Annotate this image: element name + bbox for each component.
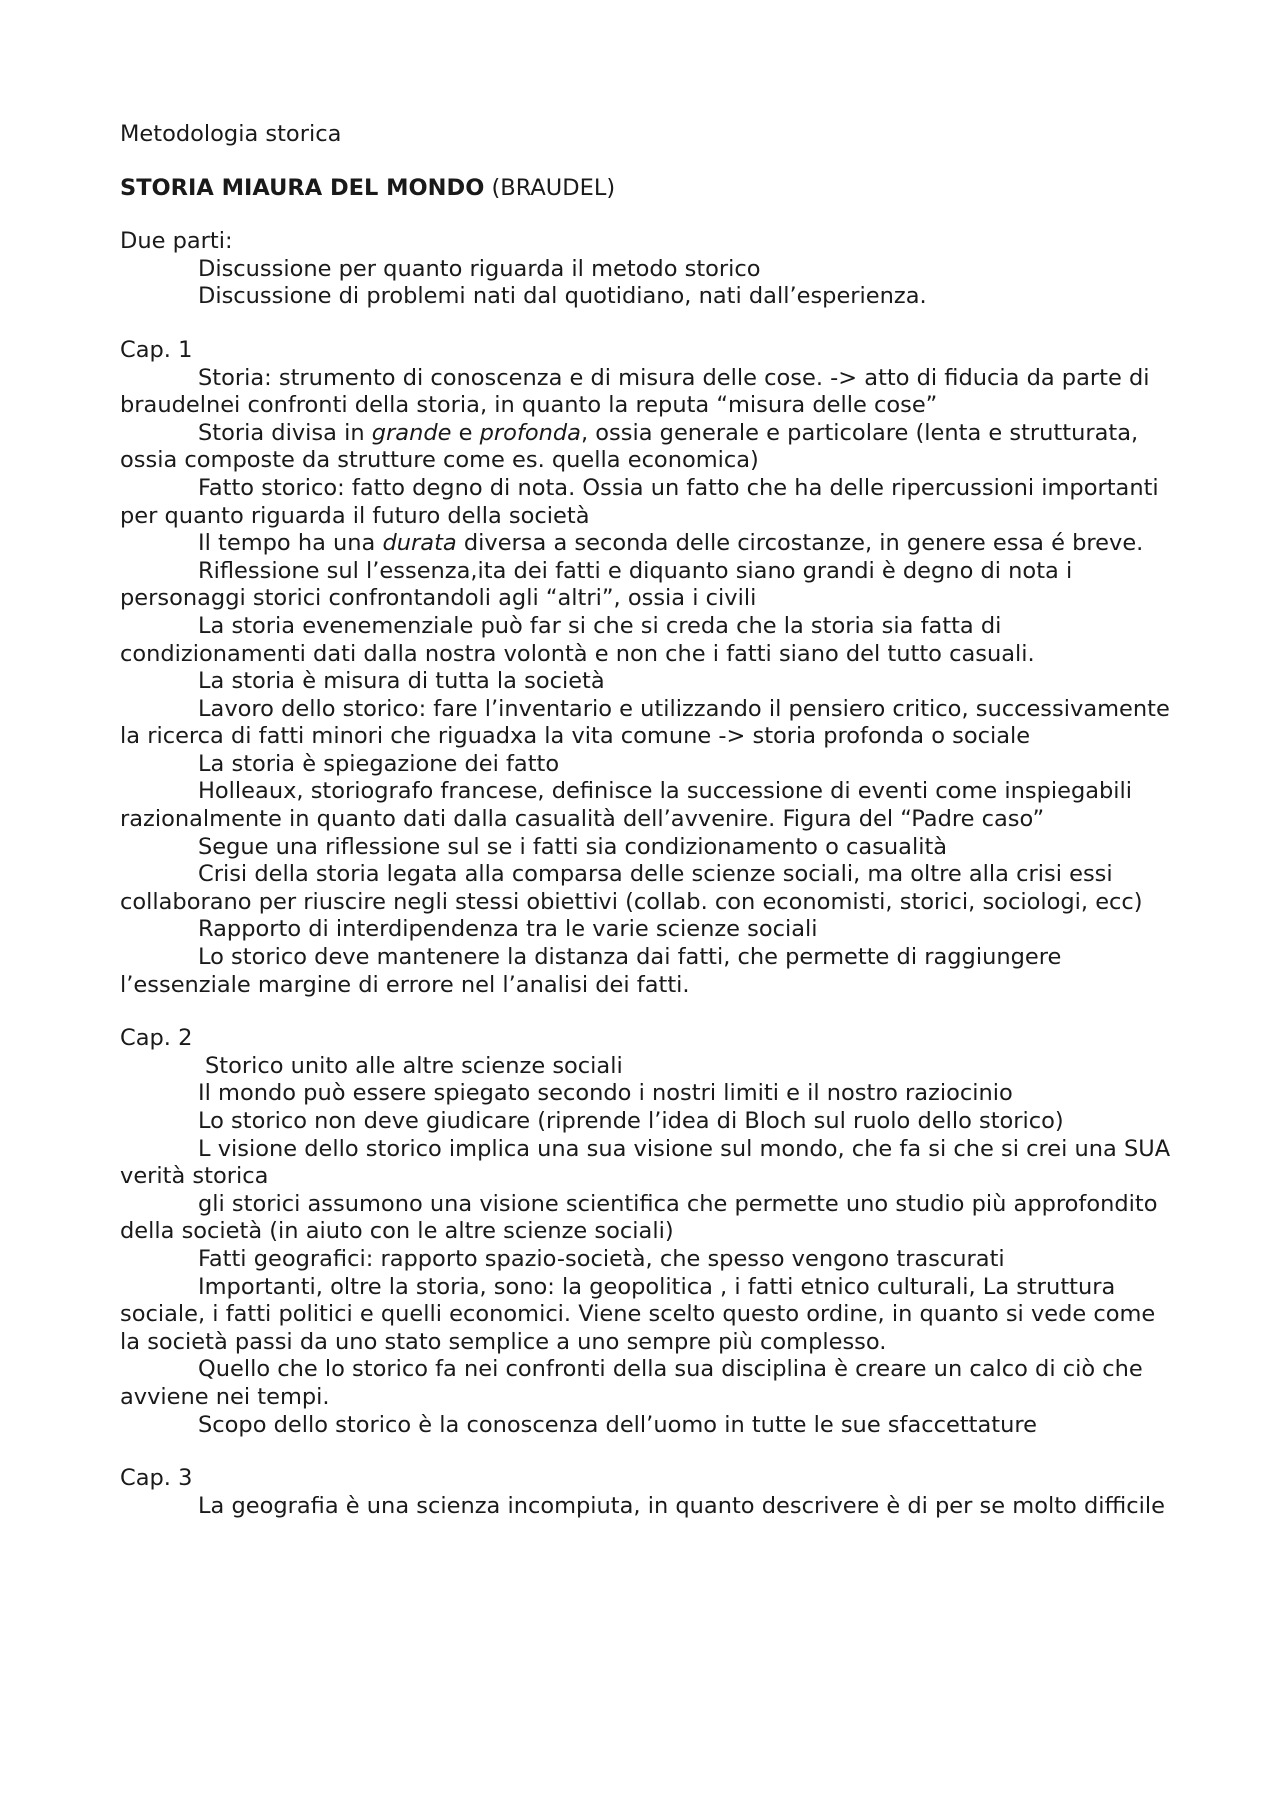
heading-author: (BRAUDEL) bbox=[484, 174, 616, 201]
chapter-1-paragraph: Crisi della storia legata alla comparsa delle scienze sociali, ma oltre alla crisi essi collaborano per riuscire negli stessi obiettivi (collab. con economisti, storici, sociologi, ecc) bbox=[120, 861, 1143, 915]
heading-bold: STORIA MIAURA DEL MONDO bbox=[120, 174, 485, 201]
text-span: Storia divisa in bbox=[198, 419, 372, 446]
chapter-1-paragraph: La storia è misura di tutta la società bbox=[198, 668, 605, 695]
italic-span: durata bbox=[382, 530, 457, 557]
italic-span: grande bbox=[371, 419, 452, 446]
text-span: , ossia generale e particolare (lenta e strutturata, ossia composte da strutture come es. quella economica) bbox=[120, 419, 1139, 474]
italic-span: profonda bbox=[479, 419, 581, 446]
chapter-3-label: Cap. 3 bbox=[120, 1465, 193, 1492]
intro-item: Discussione di problemi nati dal quotidiano, nati dall’esperienza. bbox=[198, 283, 927, 310]
chapter-1-paragraph: Segue una riflessione sul se i fatti sia condizionamento o casualità bbox=[198, 833, 948, 860]
chapter-1-paragraph: Fatto storico: fatto degno di nota. Ossia un fatto che ha delle ripercussioni importanti per quanto riguarda il futuro della società bbox=[120, 474, 1159, 529]
document-body bbox=[120, 121, 1180, 1520]
chapter-2-paragraph: L visione dello storico implica una sua visione sul mondo, che fa si che si crei una SUA verità storica bbox=[120, 1135, 1171, 1190]
intro-label: Due parti: bbox=[120, 228, 233, 255]
chapter-1-paragraph bbox=[120, 530, 1180, 558]
chapter-1-paragraph: La storia evenemenziale può far si che si creda che la storia sia fatta di condizionamenti dati dalla nostra volontà e non che i fatti siano del tutto casuali. bbox=[120, 612, 1035, 667]
text-span: diversa a seconda delle circostanze, in genere essa é breve. bbox=[456, 530, 1144, 557]
text-span: Il tempo ha una bbox=[198, 530, 383, 557]
chapter-1-paragraph: Holleaux, storiografo francese, definisce la successione di eventi come inspiegabili razionalmente in quanto dati dalla casualità dell’avvenire. Figura del “Padre caso” bbox=[120, 778, 1133, 833]
chapter-2-paragraph: Fatti geografici: rapporto spazio-società, che spesso vengono trascurati bbox=[198, 1245, 1005, 1272]
chapter-2-paragraph: Il mondo può essere spiegato secondo i nostri limiti e il nostro raziocinio bbox=[198, 1080, 1013, 1107]
document-title: Metodologia storica bbox=[120, 121, 342, 147]
main-heading bbox=[120, 175, 1180, 203]
chapter-1-paragraph: La storia è spiegazione dei fatto bbox=[198, 750, 560, 777]
chapter-2-paragraph: Scopo dello storico è la conoscenza dell’uomo in tutte le sue sfaccettature bbox=[198, 1411, 1037, 1438]
chapter-2-paragraph: Quello che lo storico fa nei confronti della sua disciplina è creare un calco di ciò che avviene nei tempi. bbox=[120, 1356, 1143, 1410]
intro-item: Discussione per quanto riguarda il metodo storico bbox=[198, 255, 761, 282]
chapter-1-paragraph bbox=[120, 420, 1180, 475]
chapter-1-paragraph: Riflessione sul l’essenza,ita dei fatti e diquanto siano grandi è degno di nota i personaggi storici confrontandoli agli “altri”, ossia i civili bbox=[120, 557, 1073, 612]
chapter-2-paragraph: Importanti, oltre la storia, sono: la geopolitica , i fatti etnico culturali, La struttura sociale, i fatti politici e quelli economici. Viene scelto questo ordine, in quanto si vede come la società passi da uno stato semplice a uno sempre più complesso. bbox=[120, 1273, 1156, 1355]
chapter-1-label: Cap. 1 bbox=[120, 336, 193, 363]
chapter-1-paragraph: Storia: strumento di conoscenza e di misura delle cose. -> atto di fiducia da parte di braudelnei confronti della storia, in quanto la reputa “misura delle cose” bbox=[120, 364, 1150, 419]
chapter-2-paragraph: gli storici assumono una visione scientifica che permette uno studio più approfondito della società (in aiuto con le altre scienze sociali) bbox=[120, 1190, 1158, 1245]
text-span: e bbox=[451, 419, 480, 446]
chapter-3-paragraph: La geografia è una scienza incompiuta, in quanto descrivere è di per se molto difficile bbox=[198, 1492, 1165, 1519]
chapter-1-paragraph: Lo storico deve mantenere la distanza dai fatti, che permette di raggiungere l’essenziale margine di errore nel l’analisi dei fatti. bbox=[120, 944, 1062, 998]
chapter-1-paragraph: Rapporto di interdipendenza tra le varie scienze sociali bbox=[198, 916, 818, 943]
chapter-2-paragraph: Storico unito alle altre scienze sociali bbox=[205, 1052, 623, 1079]
chapter-2-paragraph: Lo storico non deve giudicare (riprende l’idea di Bloch sul ruolo dello storico) bbox=[198, 1108, 1064, 1134]
chapter-1-paragraph: Lavoro dello storico: fare l’inventario e utilizzando il pensiero critico, successivamente la ricerca di fatti minori che riguadxa la vita comune -> storia profonda o sociale bbox=[120, 695, 1170, 750]
chapter-2-label: Cap. 2 bbox=[120, 1025, 193, 1052]
